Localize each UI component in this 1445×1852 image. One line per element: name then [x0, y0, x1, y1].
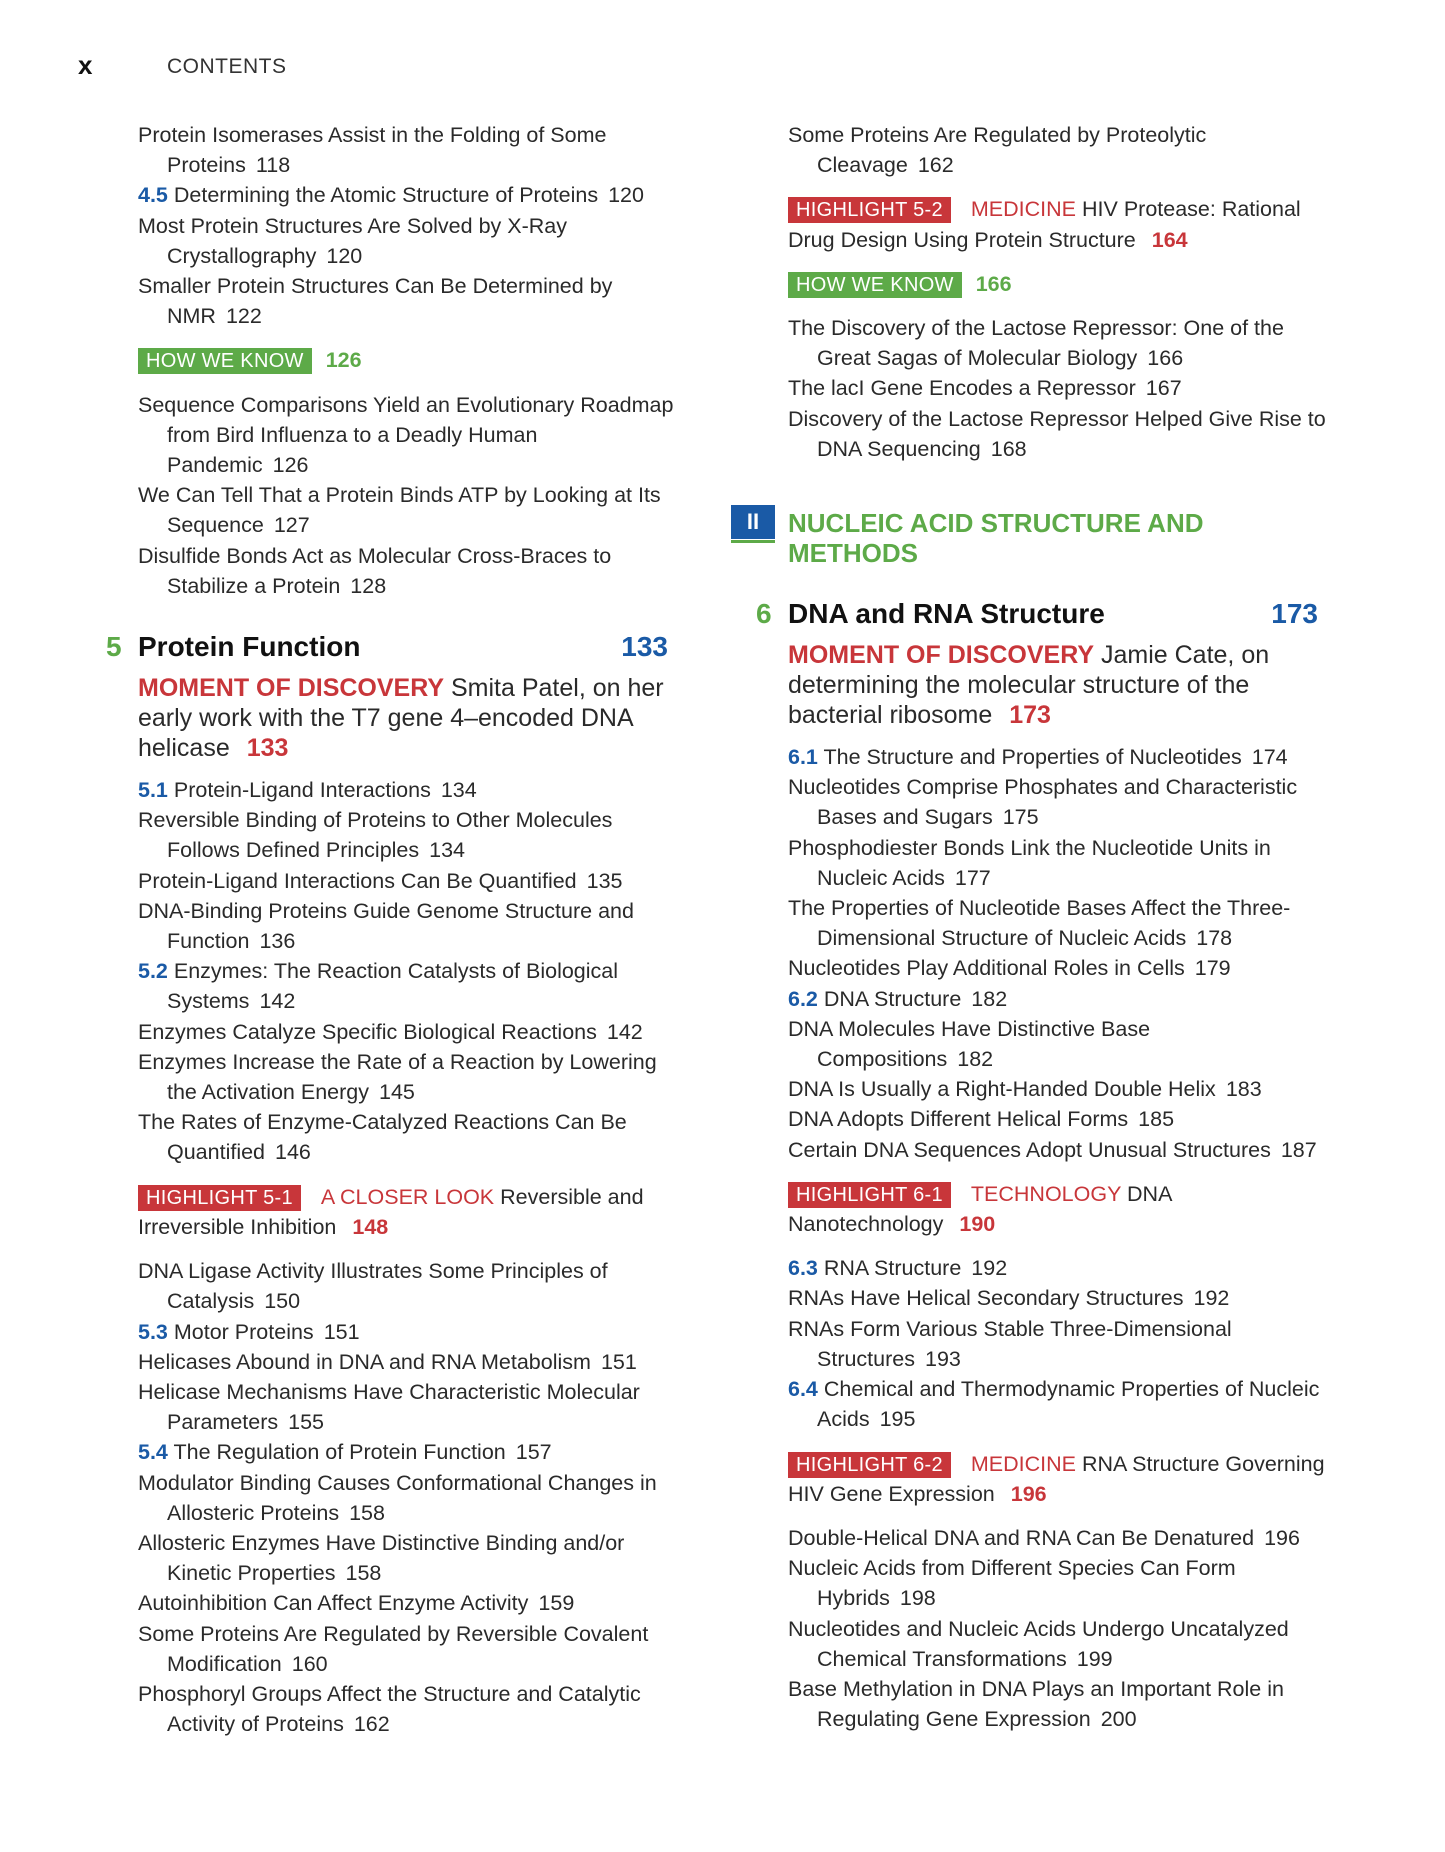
entry-title: DNA Molecules Have Distinctive Base Compositions: [788, 1016, 1151, 1072]
entry-title: RNA Structure: [823, 1256, 962, 1281]
entry-title: Enzymes Catalyze Specific Biological Reactions: [138, 1019, 597, 1044]
entry-page: 167: [1145, 376, 1182, 401]
how-we-know-page[interactable]: 126: [325, 348, 362, 373]
entry-title: Nucleic Acids from Different Species Can Form Hybrids: [788, 1556, 1236, 1611]
how-we-know-page[interactable]: 166: [975, 271, 1012, 296]
chapter-page: 133: [621, 631, 668, 663]
toc-entry[interactable]: [138, 1107, 678, 1167]
section-number: 6.2: [788, 986, 818, 1011]
highlight-text: RNA Structure Governing HIV Gene Expression: [788, 1451, 1325, 1506]
chapter-heading[interactable]: [106, 629, 678, 665]
toc-group: [138, 390, 678, 601]
entry-title: Some Proteins Are Regulated by Proteolytic Cleavage: [788, 123, 1207, 178]
how-we-know-tag: HOW WE KNOW: [788, 272, 962, 298]
toc-group: [138, 1256, 678, 1739]
section-number: 5.1: [138, 778, 168, 803]
section-number: 4.5: [138, 183, 168, 208]
entry-title: Enzymes Increase the Rate of a Reaction by Lowering the Activation Energy: [138, 1049, 657, 1105]
moment-label: MOMENT OF DISCOVERY: [788, 641, 1095, 670]
toc-group: [788, 742, 1328, 1165]
entry-title: Double-Helical DNA and RNA Can Be Denatured: [788, 1525, 1255, 1550]
entry-title: Nucleotides Comprise Phosphates and Characteristic Bases and Sugars: [788, 775, 1298, 830]
toc-entry[interactable]: [138, 896, 678, 956]
toc-entry[interactable]: [138, 866, 678, 896]
toc-entry[interactable]: [788, 313, 1328, 373]
toc-entry[interactable]: [788, 893, 1328, 953]
toc-entry[interactable]: [788, 1104, 1328, 1134]
highlight-page: 190: [959, 1212, 996, 1237]
entry-page: 157: [515, 1440, 552, 1465]
toc-entry[interactable]: [788, 404, 1328, 464]
toc-entry[interactable]: [788, 1674, 1328, 1734]
toc-group: [788, 1523, 1328, 1734]
moment-of-discovery[interactable]: [138, 673, 678, 763]
entry-page: 182: [957, 1047, 994, 1072]
chapter-number: 5: [106, 631, 122, 663]
entry-title: Motor Proteins: [173, 1319, 314, 1344]
entry-title: Most Protein Structures Are Solved by X-Ray Crystallography: [138, 213, 567, 268]
entry-page: 174: [1251, 745, 1288, 770]
entry-page: 150: [264, 1289, 301, 1314]
toc-entry[interactable]: [138, 1017, 678, 1047]
entry-title: Allosteric Enzymes Have Distinctive Binding and/or Kinetic Properties: [138, 1530, 625, 1586]
entry-title: Phosphoryl Groups Affect the Structure and Catalytic Activity of Proteins: [138, 1681, 641, 1737]
toc-entry[interactable]: [788, 1135, 1328, 1165]
entry-title: DNA Structure: [823, 986, 962, 1011]
toc-group: [788, 313, 1328, 464]
entry-title: Smaller Protein Structures Can Be Determined by NMR: [138, 274, 613, 329]
highlight-tag: HIGHLIGHT 5-1: [138, 1185, 301, 1211]
toc-entry[interactable]: [788, 1523, 1328, 1553]
entry-page: 175: [1002, 805, 1039, 830]
toc-section-entry[interactable]: [138, 1437, 678, 1467]
highlight-category: A CLOSER LOOK: [320, 1184, 495, 1209]
highlight-category: MEDICINE: [970, 197, 1077, 222]
entry-title: Protein Isomerases Assist in the Folding of Some Proteins: [138, 123, 607, 178]
entry-page: 168: [990, 436, 1027, 461]
entry-page: 126: [272, 453, 309, 478]
part-title: NUCLEIC ACID STRUCTURE AND METHODS: [788, 508, 1204, 569]
toc-entry[interactable]: [788, 1614, 1328, 1674]
entry-page: 134: [440, 778, 477, 803]
entry-title: DNA Adopts Different Helical Forms: [788, 1107, 1129, 1132]
entry-page: 128: [350, 573, 387, 598]
part-heading[interactable]: [746, 508, 1328, 569]
entry-title: Base Methylation in DNA Plays an Important Role in Regulating Gene Expression: [788, 1676, 1284, 1732]
chapter-heading[interactable]: [756, 596, 1328, 632]
toc-entry[interactable]: [788, 1074, 1328, 1104]
how-we-know: [138, 345, 678, 375]
entry-title: RNAs Have Helical Secondary Structures: [788, 1286, 1184, 1311]
entry-title: The Regulation of Protein Function: [173, 1440, 506, 1465]
entry-page: 155: [288, 1410, 324, 1435]
entry-page: 198: [899, 1586, 936, 1611]
entry-title: DNA Is Usually a Right-Handed Double Helix: [788, 1077, 1216, 1102]
chapter-title: DNA and RNA Structure: [788, 598, 1105, 630]
entry-page: 151: [323, 1319, 360, 1344]
highlight-box[interactable]: [138, 1182, 678, 1242]
toc-entry[interactable]: [138, 1256, 678, 1316]
entry-title: Some Proteins Are Regulated by Reversible Covalent Modification: [138, 1621, 649, 1676]
toc-entry[interactable]: [138, 1588, 678, 1618]
entry-page: 159: [538, 1591, 575, 1616]
entry-page: 192: [971, 1256, 1008, 1281]
toc-entry[interactable]: [788, 1553, 1328, 1613]
entry-page: 142: [606, 1019, 643, 1044]
entry-title: Discovery of the Lactose Repressor Helped Give Rise to DNA Sequencing: [788, 406, 1326, 461]
entry-page: 185: [1138, 1107, 1175, 1132]
toc-entry[interactable]: [138, 805, 678, 865]
moment-label: MOMENT OF DISCOVERY: [138, 674, 445, 703]
highlight-page: 196: [1010, 1481, 1047, 1506]
highlight-tag: HIGHLIGHT 6-2: [788, 1452, 951, 1478]
entry-title: Sequence Comparisons Yield an Evolutionary Roadmap from Bird Influenza to a Deadly Human Pandemic: [138, 392, 674, 478]
entry-page: 182: [971, 986, 1008, 1011]
entry-page: 120: [326, 243, 363, 268]
entry-page: 178: [1196, 926, 1233, 951]
entry-page: 195: [879, 1407, 916, 1432]
entry-page: 145: [378, 1080, 415, 1105]
entry-title: Disulfide Bonds Act as Molecular Cross-Braces to Stabilize a Protein: [138, 543, 612, 598]
highlight-category: MEDICINE: [970, 1451, 1077, 1476]
toc-section-entry[interactable]: [788, 742, 1328, 772]
entry-title: Autoinhibition Can Affect Enzyme Activity: [138, 1591, 529, 1616]
toc-entry[interactable]: [138, 1528, 678, 1588]
entry-title: DNA Ligase Activity Illustrates Some Principles of Catalysis: [138, 1259, 608, 1314]
entry-page: 187: [1280, 1137, 1317, 1162]
entry-page: 151: [600, 1349, 637, 1374]
entry-title: We Can Tell That a Protein Binds ATP by Looking at Its Sequence: [138, 483, 661, 538]
toc-entry[interactable]: [138, 271, 678, 331]
section-number: 5.3: [138, 1319, 168, 1344]
toc-entry[interactable]: [788, 120, 1328, 180]
entry-title: Nucleotides Play Additional Roles in Cells: [788, 956, 1185, 981]
highlight-box[interactable]: [788, 194, 1328, 254]
entry-title: Phosphodiester Bonds Link the Nucleotide Units in Nucleic Acids: [788, 835, 1271, 890]
moment-page: 133: [246, 734, 289, 763]
toc-entry[interactable]: [138, 1468, 678, 1528]
left-column: [106, 120, 678, 1739]
toc-entry[interactable]: [138, 1377, 678, 1437]
entry-page: 199: [1076, 1646, 1113, 1671]
toc-entry[interactable]: [138, 211, 678, 271]
entry-title: Protein-Ligand Interactions Can Be Quantified: [138, 868, 577, 893]
toc-entry[interactable]: [138, 1619, 678, 1679]
toc-entry[interactable]: [788, 1014, 1328, 1074]
highlight-box[interactable]: [788, 1179, 1328, 1239]
entry-page: 135: [586, 868, 623, 893]
toc-section-entry[interactable]: [138, 180, 678, 210]
toc-entry[interactable]: [788, 373, 1328, 403]
running-header: CONTENTS: [167, 55, 287, 78]
entry-page: 122: [225, 304, 262, 329]
entry-title: The lacI Gene Encodes a Repressor: [788, 376, 1136, 401]
entry-title: The Discovery of the Lactose Repressor: One of the Great Sagas of Molecular Biology: [788, 316, 1284, 371]
toc-entry[interactable]: [138, 480, 678, 540]
entry-page: 127: [273, 513, 310, 538]
section-number: 6.4: [788, 1377, 818, 1402]
entry-page: 158: [345, 1561, 382, 1586]
entry-title: Certain DNA Sequences Adopt Unusual Structures: [788, 1137, 1271, 1162]
entry-title: RNAs Form Various Stable Three-Dimensional Structures: [788, 1316, 1232, 1371]
highlight-tag: HIGHLIGHT 6-1: [788, 1182, 951, 1208]
entry-title: DNA-Binding Proteins Guide Genome Structure and Function: [138, 898, 634, 954]
toc-group: [788, 120, 1328, 180]
entry-title: Helicase Mechanisms Have Characteristic Molecular Parameters: [138, 1379, 640, 1435]
highlight-text: DNA Nanotechnology: [788, 1181, 1172, 1237]
toc-section-entry[interactable]: [788, 1374, 1328, 1434]
entry-page: 183: [1225, 1077, 1262, 1102]
entry-page: 193: [924, 1346, 961, 1371]
toc-entry[interactable]: [788, 1314, 1328, 1374]
highlight-tag: HIGHLIGHT 5-2: [788, 197, 951, 223]
entry-page: 146: [275, 1140, 311, 1165]
entry-title: Helicases Abound in DNA and RNA Metabolism: [138, 1349, 591, 1374]
toc-entry[interactable]: [788, 953, 1328, 983]
highlight-text: Reversible and Irreversible Inhibition: [138, 1184, 644, 1239]
toc-section-entry[interactable]: [138, 956, 678, 1016]
chapter-number: 6: [756, 598, 772, 630]
section-number: 5.2: [138, 959, 168, 984]
entry-page: 160: [291, 1651, 328, 1676]
toc-group: [138, 120, 678, 331]
chapter-title: Protein Function: [138, 631, 361, 663]
entry-page: 118: [255, 153, 291, 178]
moment-text: Smita Patel, on her early work with the T7 gene 4–encoded DNA helicase: [138, 674, 664, 763]
chapter-page: 173: [1271, 598, 1318, 630]
toc-entry[interactable]: [138, 541, 678, 601]
toc-entry[interactable]: [788, 833, 1328, 893]
highlight-page: 164: [1151, 227, 1188, 252]
entry-title: Chemical and Thermodynamic Properties of Nucleic Acids: [817, 1377, 1320, 1432]
entry-page: 177: [954, 865, 991, 890]
how-we-know-tag: HOW WE KNOW: [138, 348, 312, 374]
entry-page: 200: [1100, 1707, 1137, 1732]
entry-page: 136: [259, 929, 296, 954]
entry-page: 162: [917, 153, 954, 178]
right-column: [746, 120, 1328, 1734]
entry-title: Nucleotides and Nucleic Acids Undergo Uncatalyzed Chemical Transformations: [788, 1616, 1289, 1671]
toc-entry[interactable]: [138, 390, 678, 481]
toc-section-entry[interactable]: [788, 1253, 1328, 1283]
section-number: 6.1: [788, 745, 818, 770]
toc-entry[interactable]: [788, 772, 1328, 832]
highlight-text: HIV Protease: Rational Drug Design Using Protein Structure: [788, 197, 1301, 252]
entry-title: Enzymes: The Reaction Catalysts of Biological Systems: [167, 959, 619, 1014]
toc-entry[interactable]: [788, 1283, 1328, 1313]
entry-page: 196: [1264, 1525, 1300, 1550]
entry-page: 158: [349, 1500, 385, 1525]
entry-page: 142: [259, 989, 296, 1014]
toc-section-entry[interactable]: [138, 1317, 678, 1347]
entry-title: The Rates of Enzyme-Catalyzed Reactions Can Be Quantified: [138, 1110, 627, 1165]
entry-page: 166: [1147, 346, 1184, 371]
entry-page: 192: [1193, 1286, 1230, 1311]
entry-title: Modulator Binding Causes Conformational Changes in Allosteric Proteins: [138, 1470, 657, 1525]
toc-section-entry[interactable]: [788, 984, 1328, 1014]
toc-entry[interactable]: [138, 120, 678, 180]
highlight-page: 148: [352, 1214, 389, 1239]
page-number-roman: x: [78, 50, 93, 80]
entry-page: 162: [353, 1712, 390, 1737]
entry-title: Protein-Ligand Interactions: [173, 778, 431, 803]
entry-page: 179: [1194, 956, 1231, 981]
moment-text: Jamie Cate, on determining the molecular structure of the bacterial ribosome: [788, 641, 1270, 730]
toc-group: [788, 1253, 1328, 1434]
highlight-box[interactable]: [788, 1449, 1328, 1509]
toc-section-entry[interactable]: [138, 775, 678, 805]
section-number: 5.4: [138, 1440, 168, 1465]
how-we-know: [788, 269, 1328, 299]
moment-of-discovery[interactable]: [788, 640, 1328, 730]
entry-title: Reversible Binding of Proteins to Other Molecules Follows Defined Principles: [138, 808, 613, 863]
toc-entry[interactable]: [138, 1347, 678, 1377]
toc-entry[interactable]: [138, 1047, 678, 1107]
entry-title: The Properties of Nucleotide Bases Affect the Three-Dimensional Structure of Nucleic Acids: [788, 896, 1291, 951]
highlight-category: TECHNOLOGY: [970, 1181, 1122, 1206]
entry-page: 120: [608, 183, 644, 208]
section-number: 6.3: [788, 1256, 818, 1281]
entry-page: 134: [429, 838, 466, 863]
toc-group: [138, 775, 678, 1168]
part-badge: II: [731, 505, 775, 539]
moment-page: 173: [1009, 701, 1051, 730]
entry-title: The Structure and Properties of Nucleotides: [823, 745, 1242, 770]
entry-title: Determining the Atomic Structure of Proteins: [173, 183, 599, 208]
toc-entry[interactable]: [138, 1679, 678, 1739]
